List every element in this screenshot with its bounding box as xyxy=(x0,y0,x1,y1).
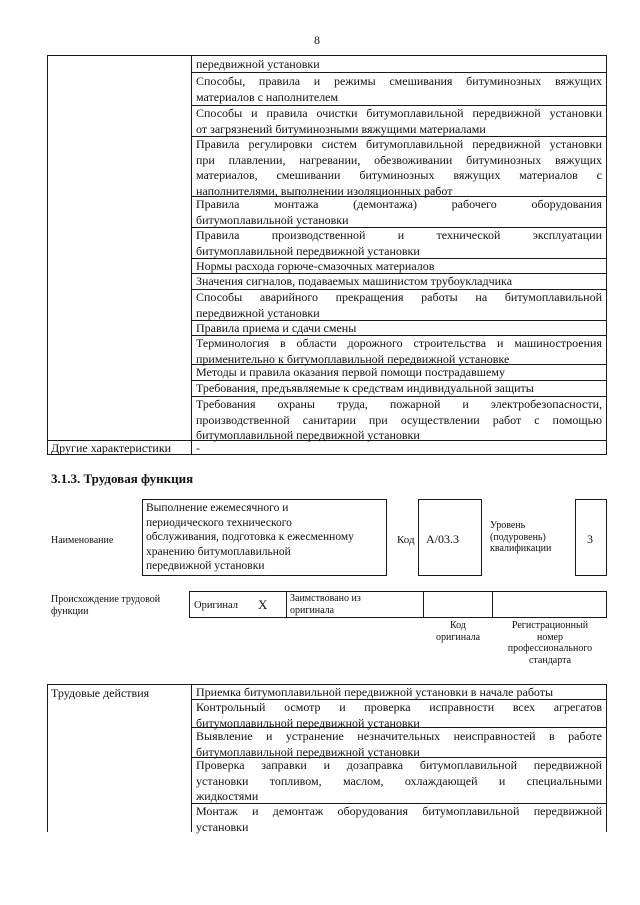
level-value: 3 xyxy=(587,532,593,546)
caption-original-code: Код оригинала xyxy=(435,620,481,643)
knowledge-row: Требования, предъявляемые к средствам индивидуальной защиты xyxy=(196,381,534,395)
other-characteristics-label: Другие характеристики xyxy=(51,441,172,455)
knowledge-row: Правила приема и сдачи смены xyxy=(196,321,357,335)
knowledge-row: Способы, правила и режимы смешивания битуминозных вяжущих материалов с наполнителем xyxy=(196,74,602,104)
knowledge-row: Методы и правила оказания первой помощи пострадавшему xyxy=(196,365,505,379)
knowledge-row: Требования охраны труда, пожарной и электробезопасности, производственной санитарии при осуществлении работ с помощью битумоплавильной передвижной установки xyxy=(196,397,602,442)
labor-action-row: Контрольный осмотр и проверка исправности всех агрегатов битумоплавильной передвижной установки xyxy=(196,700,602,730)
original-mark: X xyxy=(258,597,268,612)
other-characteristics-value: - xyxy=(196,441,200,455)
code-value: A/03.3 xyxy=(426,532,459,546)
code-label: Код xyxy=(397,534,415,546)
function-name: Выполнение ежемесячного и периодического технического обслуживания, подготовка к ежесменному хранению битумоплавильной передвижной установки xyxy=(146,502,354,572)
section-heading: 3.1.3. Трудовая функция xyxy=(51,471,194,486)
caption-registration-number: Регистрационный номер профессионального стандарта xyxy=(507,620,593,666)
knowledge-row: Терминология в области дорожного строительства и машиностроения применительно к битумоплавильной передвижной установке xyxy=(196,336,602,366)
knowledge-row: Нормы расхода горюче-смазочных материалов xyxy=(196,259,435,273)
level-label: Уровень (подуровень) квалификации xyxy=(490,520,552,554)
name-label: Наименование xyxy=(51,535,114,546)
knowledge-row: Правила регулировки систем битумоплавильной передвижной установки при плавлении, нагревании, обезвоживании битуминозных вяжущих материалов, смешивании битуминозных вяжущих материалов с наполнителями, выполнении изоляционных работ xyxy=(196,137,602,198)
knowledge-row: Правила производственной и технической эксплуатации битумоплавильной передвижной установки xyxy=(196,228,602,258)
borrowed-label: Заимствовано из оригинала xyxy=(290,593,361,616)
labor-action-row: Монтаж и демонтаж оборудования битумоплавильной передвижной установки xyxy=(196,804,602,834)
original-label: Оригинал xyxy=(194,600,238,611)
knowledge-row: передвижной установки xyxy=(196,57,320,71)
labor-action-row: Проверка заправки и дозаправка битумоплавильной передвижной установки топливом, маслом, охлаждающей и специальными жидкостями xyxy=(196,758,602,803)
page-number: 8 xyxy=(314,33,320,47)
labor-action-row: Выявление и устранение незначительных неисправностей в работе битумоплавильной передвижной установки xyxy=(196,729,602,759)
knowledge-row: Правила монтажа (демонтажа) рабочего оборудования битумоплавильной установки xyxy=(196,197,602,227)
labor-actions-label: Трудовые действия xyxy=(51,686,150,700)
labor-action-row: Приемка битумоплавильной передвижной установки в начале работы xyxy=(196,685,554,699)
origin-label: Происхождение трудовой функции xyxy=(51,594,161,617)
knowledge-row: Способы и правила очистки битумоплавильной передвижной установки от загрязнений битуминозными вяжущими материалами xyxy=(196,106,602,136)
knowledge-row: Способы аварийного прекращения работы на битумоплавильной передвижной установки xyxy=(196,290,602,320)
knowledge-row: Значения сигналов, подаваемых машинистом трубоукладчика xyxy=(196,274,513,288)
